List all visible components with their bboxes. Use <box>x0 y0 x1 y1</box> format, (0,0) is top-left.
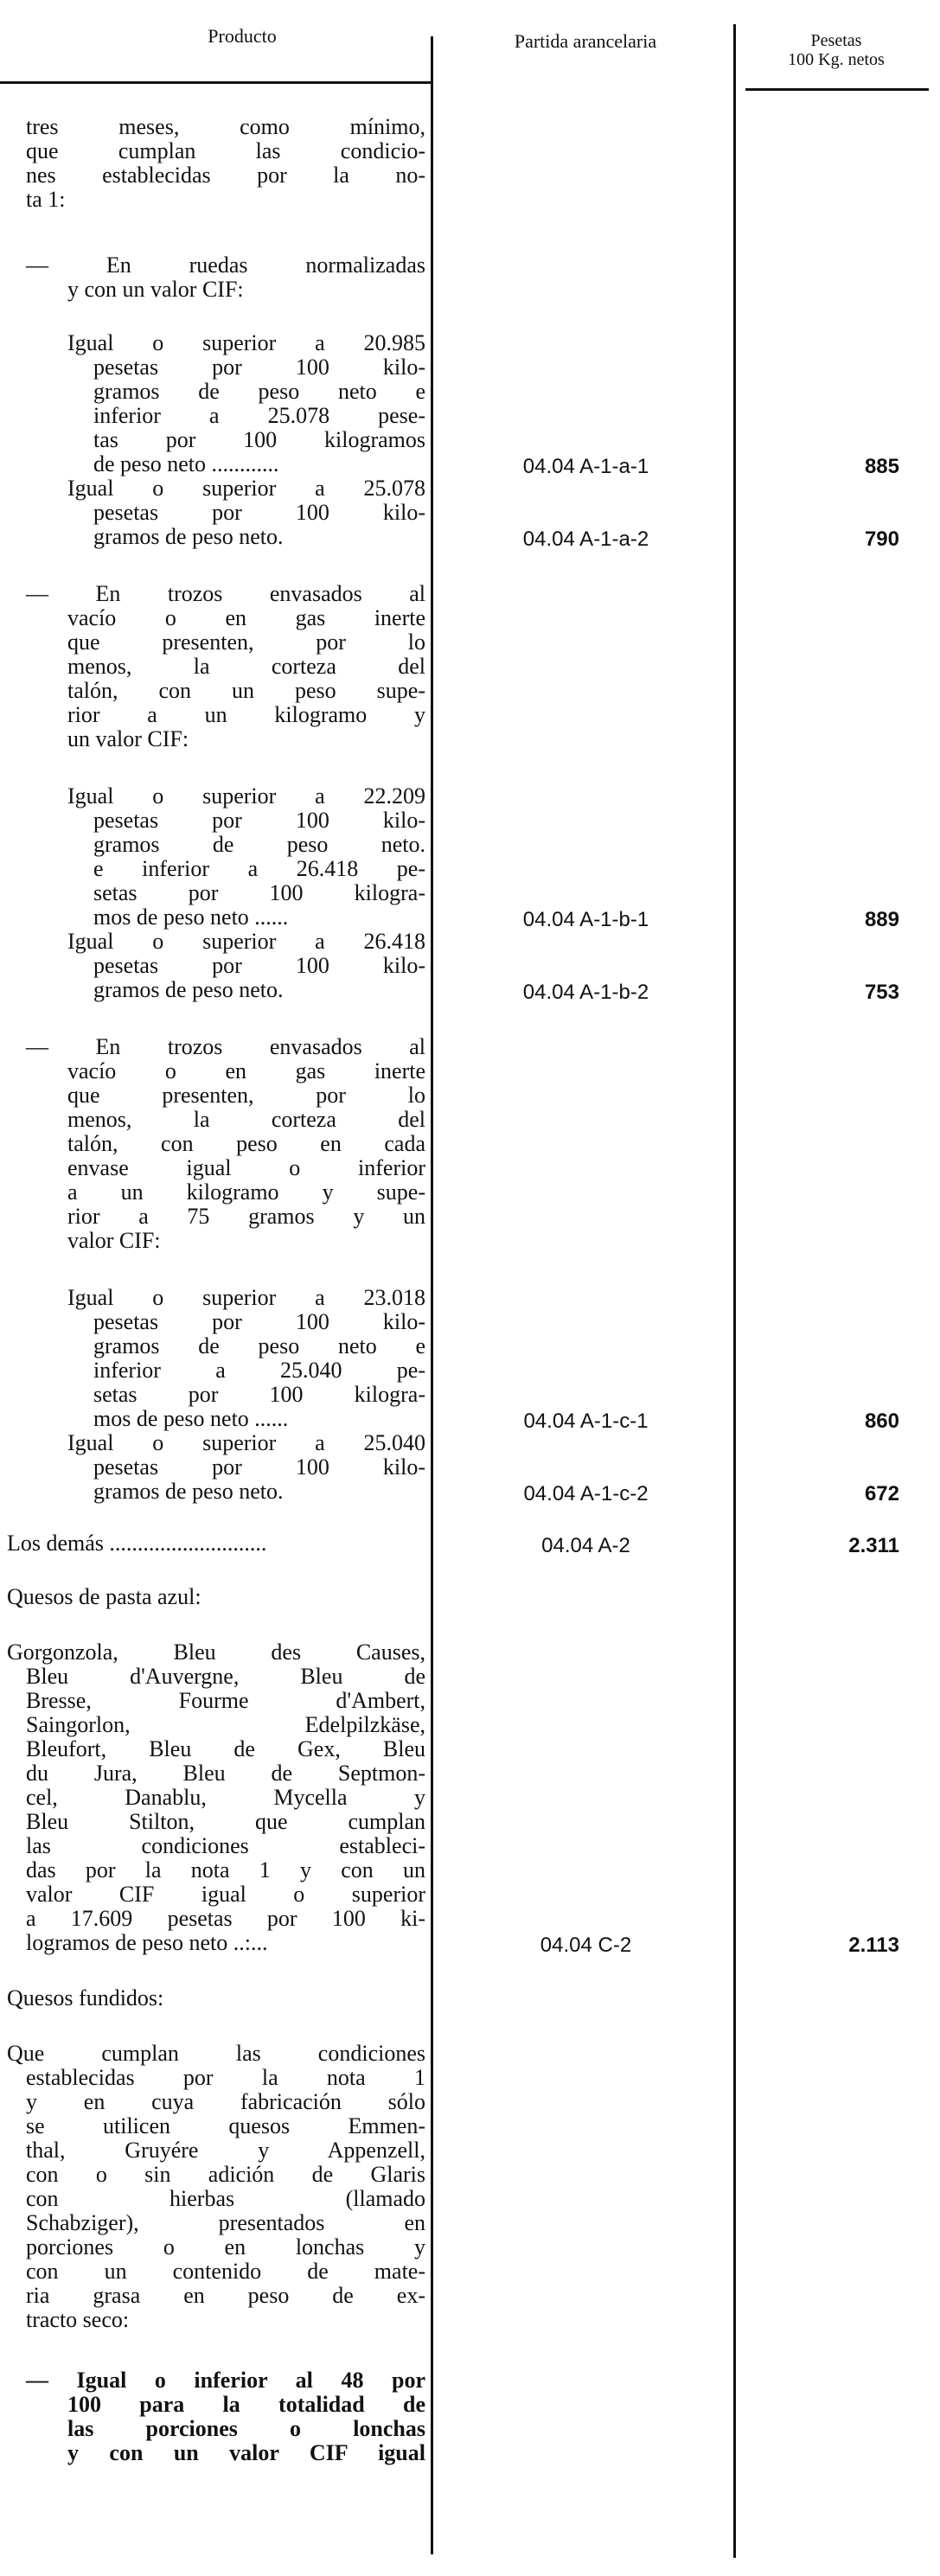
product-text-line: talón, con peso en cada <box>67 1131 425 1156</box>
product-text-line: Quesos fundidos: <box>7 1985 164 2010</box>
product-text-line: Quesos de pasta azul: <box>7 1584 201 1609</box>
pesetas-price: 860 <box>864 1409 899 1433</box>
product-text-line: gramos de peso neto. <box>93 524 284 549</box>
product-text-line: rior a 75 gramos y un <box>67 1204 425 1229</box>
partida-arancelaria-code: 04.04 A-1-c-2 <box>523 1482 649 1505</box>
product-text-line: con hierbas (llamado <box>26 2186 425 2211</box>
product-text-line: menos, la corteza del <box>67 654 425 679</box>
product-text-line: — En ruedas normalizadas <box>26 252 425 278</box>
product-text-line: — En trozos envasados al <box>26 1034 425 1059</box>
product-text-line: valor CIF: <box>67 1228 161 1253</box>
product-text-line: nes establecidas por la no- <box>26 163 425 188</box>
product-text-line: mos de peso neto ...... <box>93 1406 289 1431</box>
partida-arancelaria-code: 04.04 A-1-b-2 <box>522 981 649 1004</box>
product-text-line: Igual o superior a 20.985 <box>67 330 425 355</box>
pesetas-price: 2.311 <box>848 1534 899 1557</box>
product-text-line: con un contenido de mate- <box>26 2259 425 2284</box>
product-text-line: Igual o superior a 25.078 <box>67 476 425 501</box>
header-rule-left <box>0 81 431 84</box>
product-text-line: pesetas por 100 kilo- <box>93 1454 425 1480</box>
partida-arancelaria-code: 04.04 C-2 <box>540 1934 632 1957</box>
product-text-line: Igual o superior a 22.209 <box>67 783 425 809</box>
product-text-line: pesetas por 100 kilo- <box>93 355 425 380</box>
product-text-line: envase igual o inferior <box>67 1155 425 1180</box>
product-text-line: mos de peso neto ...... <box>93 904 289 930</box>
product-text-line: que presenten, por lo <box>67 630 425 655</box>
product-text-line: gramos de peso neto e <box>93 379 425 404</box>
product-text-line: porciones o en lonchas y <box>26 2234 425 2260</box>
product-text-line: pesetas por 100 kilo- <box>93 808 425 833</box>
product-text-line: a 17.609 pesetas por 100 ki- <box>26 1906 425 1931</box>
product-text-line: das por la nota 1 y con un <box>26 1857 425 1882</box>
product-text-line: y con un valor CIF igual <box>67 2440 425 2465</box>
header-rule-right <box>745 88 929 91</box>
product-text-line: inferior a 25.040 pe- <box>93 1358 425 1383</box>
product-text-line: cel, Danablu, Mycella y <box>26 1785 425 1810</box>
product-text-line: pesetas por 100 kilo- <box>93 500 425 525</box>
product-text-line: gramos de peso neto e <box>93 1333 425 1358</box>
product-text-line: establecidas por la nota 1 <box>26 2065 425 2090</box>
partida-arancelaria-code: 04.04 A-1-a-1 <box>522 455 649 478</box>
product-text-line: Bleu Stilton, que cumplan <box>26 1809 425 1834</box>
product-text-line: gramos de peso neto. <box>93 1479 284 1504</box>
column-divider-1 <box>431 36 433 2554</box>
product-text-line: un valor CIF: <box>67 726 189 751</box>
product-text-line: — Igual o inferior al 48 por <box>26 2368 425 2393</box>
pesetas-price: 889 <box>864 908 899 931</box>
product-text-line: Igual o superior a 23.018 <box>67 1285 425 1310</box>
pesetas-price: 790 <box>864 527 899 551</box>
product-text-line: valor CIF igual o superior <box>26 1882 425 1907</box>
product-text-line: gramos de peso neto. <box>93 977 284 1002</box>
pesetas-price: 885 <box>864 455 899 478</box>
product-text-line: menos, la corteza del <box>67 1107 425 1132</box>
product-text-line: Schabziger), presentados en <box>26 2210 425 2235</box>
column-divider-2 <box>733 24 736 2558</box>
product-text-line: thal, Gruyére y Appenzell, <box>26 2138 425 2163</box>
header-partida: Partida arancelaria <box>514 30 657 52</box>
product-text-line: pesetas por 100 kilo- <box>93 1309 425 1334</box>
product-text-line: Gorgonzola, Bleu des Causes, <box>7 1640 425 1665</box>
pesetas-price: 753 <box>864 981 899 1004</box>
product-text-line: vacío o en gas inerte <box>67 1058 425 1083</box>
partida-arancelaria-code: 04.04 A-1-b-1 <box>522 908 649 931</box>
product-text-line: e inferior a 26.418 pe- <box>93 856 425 881</box>
product-text-line: Saingorlon, Edelpilzkäse, <box>26 1712 425 1737</box>
header-pesetas-line1: Pesetas <box>810 31 862 50</box>
product-text-line: logramos de peso neto ..:... <box>26 1930 268 1955</box>
product-text-line: tres meses, como mínimo, <box>26 114 425 139</box>
partida-arancelaria-code: 04.04 A-2 <box>541 1534 630 1557</box>
product-text-line: talón, con un peso supe- <box>67 678 425 703</box>
product-text-line: rior a un kilogramo y <box>67 702 425 727</box>
product-text-line: que presenten, por lo <box>67 1083 425 1108</box>
product-text-line: tracto seco: <box>26 2307 130 2332</box>
partida-arancelaria-code: 04.04 A-1-a-2 <box>522 527 649 551</box>
product-text-line: Los demás ............................ <box>7 1531 267 1556</box>
product-text-line: — En trozos envasados al <box>26 581 425 606</box>
product-text-line: las condiciones estableci- <box>26 1833 425 1858</box>
header-pesetas <box>745 31 927 69</box>
product-text-line: Que cumplan las condiciones <box>7 2041 425 2066</box>
product-text-line: las porciones o lonchas <box>67 2416 425 2441</box>
product-text-line: ta 1: <box>26 187 66 212</box>
product-text-line: Bleu d'Auvergne, Bleu de <box>26 1664 425 1689</box>
header-pesetas-line2: 100 Kg. netos <box>788 50 885 69</box>
product-text-line: a un kilogramo y supe- <box>67 1179 425 1205</box>
product-text-line: du Jura, Bleu de Septmon- <box>26 1761 425 1786</box>
product-text-line: Bleufort, Bleu de Gex, Bleu <box>26 1736 425 1761</box>
product-text-line: y en cuya fabricación sólo <box>26 2089 425 2114</box>
pesetas-price: 2.113 <box>848 1934 899 1957</box>
product-text-line: Bresse, Fourme d'Ambert, <box>26 1688 425 1713</box>
product-text-line: Igual o superior a 25.040 <box>67 1430 425 1455</box>
product-text-line: Igual o superior a 26.418 <box>67 929 425 954</box>
pesetas-price: 672 <box>864 1482 899 1505</box>
product-text-line: se utilicen quesos Emmen- <box>26 2113 425 2138</box>
product-text-line: setas por 100 kilogra- <box>93 1382 425 1407</box>
product-text-line: 100 para la totalidad de <box>67 2392 425 2417</box>
product-text-line: y con un valor CIF: <box>67 277 244 302</box>
product-text-line: ria grasa en peso de ex- <box>26 2283 425 2308</box>
product-text-line: inferior a 25.078 pese- <box>93 403 425 428</box>
product-text-line: setas por 100 kilogra- <box>93 880 425 905</box>
header-producto: Producto <box>208 25 277 47</box>
partida-arancelaria-code: 04.04 A-1-c-1 <box>523 1409 649 1433</box>
product-text-line: que cumplan las condicio- <box>26 138 425 163</box>
product-text-line: gramos de peso neto. <box>93 832 425 857</box>
product-text-line: pesetas por 100 kilo- <box>93 953 425 978</box>
product-text-line: tas por 100 kilogramos <box>93 427 425 452</box>
product-text-line: de peso neto ............ <box>93 451 279 476</box>
product-text-line: con o sin adición de Glaris <box>26 2162 425 2187</box>
product-text-line: vacío o en gas inerte <box>67 605 425 630</box>
